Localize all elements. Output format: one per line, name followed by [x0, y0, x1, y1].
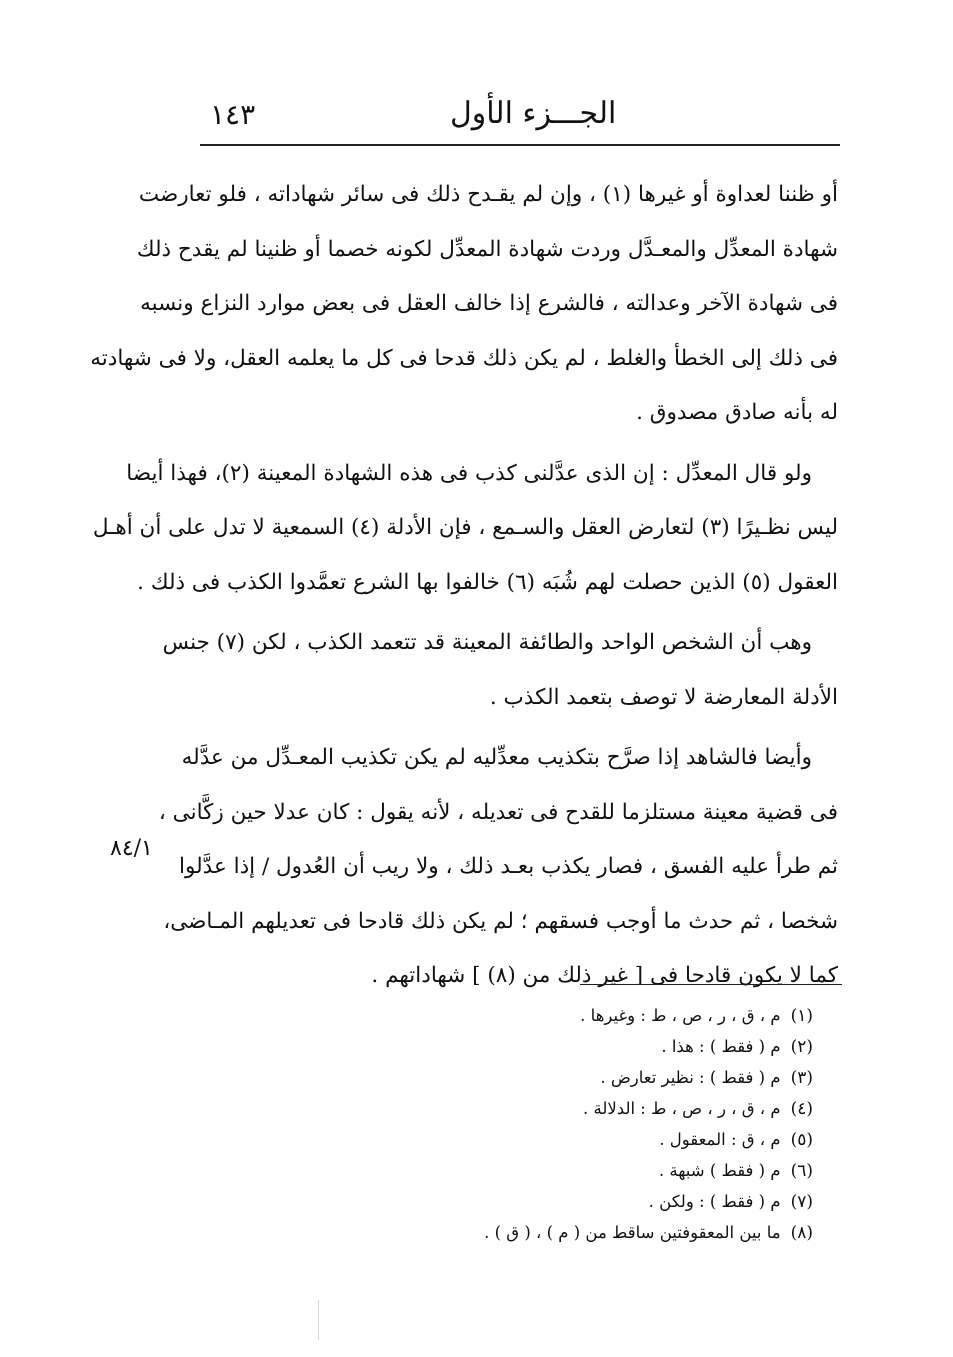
footnote-text: م ، ق : المعقول . [659, 1130, 781, 1149]
scan-artifact [318, 1300, 319, 1340]
text-line: شخصا ، ثم حدث ما أوجب فسقهم ؛ لم يكن ذلك قادحا فى تعديلهم المـاضى، [163, 908, 838, 934]
footnote [393, 1155, 813, 1186]
footnote [393, 1062, 813, 1093]
footnote [393, 1217, 813, 1248]
text-line: ليس نظـيرًا (٣) لتعارض العقل والسـمع ، فإن الأدلة (٤) السمعية لا تدل على أن أهـل [92, 515, 838, 540]
text-line: وهب أن الشخص الواحد والطائفة المعينة قد تتعمد الكذب ، لكن (٧) جنس [162, 630, 812, 655]
footnote-number: (٦) [790, 1161, 813, 1181]
text-line: شهادة المعدِّل والمعـدَّل وردت شهادة المعدِّل لكونه خصما أو ظنينا لم يقدح ذلك [136, 236, 838, 262]
footnote-text: م ( فقط ) : ولكن . [648, 1192, 781, 1211]
footnote-text: م ، ق ، ر ، ص ، ط : الدلالة . [583, 1099, 781, 1118]
footnote [393, 1000, 813, 1031]
footnote [393, 1093, 813, 1124]
page-header [200, 92, 840, 136]
text-line: فى شهادة الآخر وعدالته ، فالشرع إذا خالف العقل فى بعض موارد النزاع ونسبه [140, 291, 838, 316]
text-line: فى قضية معينة مستلزما للقدح فى تعديله ، لأنه يقول : كان عدلا حين زكَّانى ، [158, 799, 838, 825]
footnote-number: (٥) [790, 1130, 813, 1150]
text-line: وأيضا فالشاهد إذا صرَّح بتكذيب معدِّليه لم يكن تكذيب المعـدِّل من عدَّله [181, 745, 812, 770]
text-line: له بأنه صادق مصدوق . [636, 400, 838, 425]
text-line: أو ظننا لعداوة أو غيرها (١) ، وإن لم يقـدح ذلك فى سائر شهاداته ، فلو تعارضت [138, 182, 838, 207]
text-line: ولو قال المعدِّل : إن الذى عدَّلنى كذب فى هذه الشهادة المعينة (٢)، فهذا أيضا [126, 460, 812, 486]
footnote-number: (٤) [790, 1099, 813, 1119]
footnote-text: ما بين المعقوفتين ساقط من ( م ) ، ( ق ) . [484, 1223, 781, 1242]
footnote-number: (٧) [790, 1192, 813, 1212]
text-line: العقول (٥) الذين حصلت لهم شُبَه (٦) خالفوا بها الشرع تعمَّدوا الكذب فى ذلك . [137, 569, 838, 595]
footnotes [393, 1000, 813, 1248]
footnote-text: م ( فقط ) : نظير تعارض . [600, 1068, 781, 1087]
footnote [393, 1124, 813, 1155]
footnote-divider [580, 984, 842, 985]
text-line: ثم طرأ عليه الفسق ، فصار يكذب بعـد ذلك ، ولا ريب أن العُدول / إذا عدَّلوا [179, 854, 838, 879]
header-divider [200, 144, 840, 146]
footnote-number: (١) [790, 1006, 813, 1026]
manuscript-folio-reference: ٨٤/١ [110, 836, 153, 861]
footnote-text: م ( فقط ) : هذا . [661, 1037, 781, 1056]
text-line: فى ذلك إلى الخطأ والغلط ، لم يكن ذلك قدحا فى كل ما يعلمه العقل، ولا فى شهادته [90, 345, 838, 371]
footnote-number: (٣) [790, 1068, 813, 1088]
footnote-text: م ( فقط ) شبهة . [658, 1161, 781, 1180]
running-title: الجـــزء الأول [450, 96, 617, 131]
footnote-number: (٨) [790, 1223, 813, 1243]
page-number: ١٤٣ [210, 98, 256, 131]
footnote-text: م ، ق ، ر ، ص ، ط : وغيرها . [580, 1006, 781, 1025]
text-line: كما لا يكون قادحا فى [ غير ذلك من (٨) ] شهاداتهم . [371, 963, 838, 988]
footnote [393, 1186, 813, 1217]
text-line: الأدلة المعارضة لا توصف بتعمد الكذب . [489, 684, 838, 710]
footnote-number: (٢) [790, 1037, 813, 1057]
footnote [393, 1031, 813, 1062]
